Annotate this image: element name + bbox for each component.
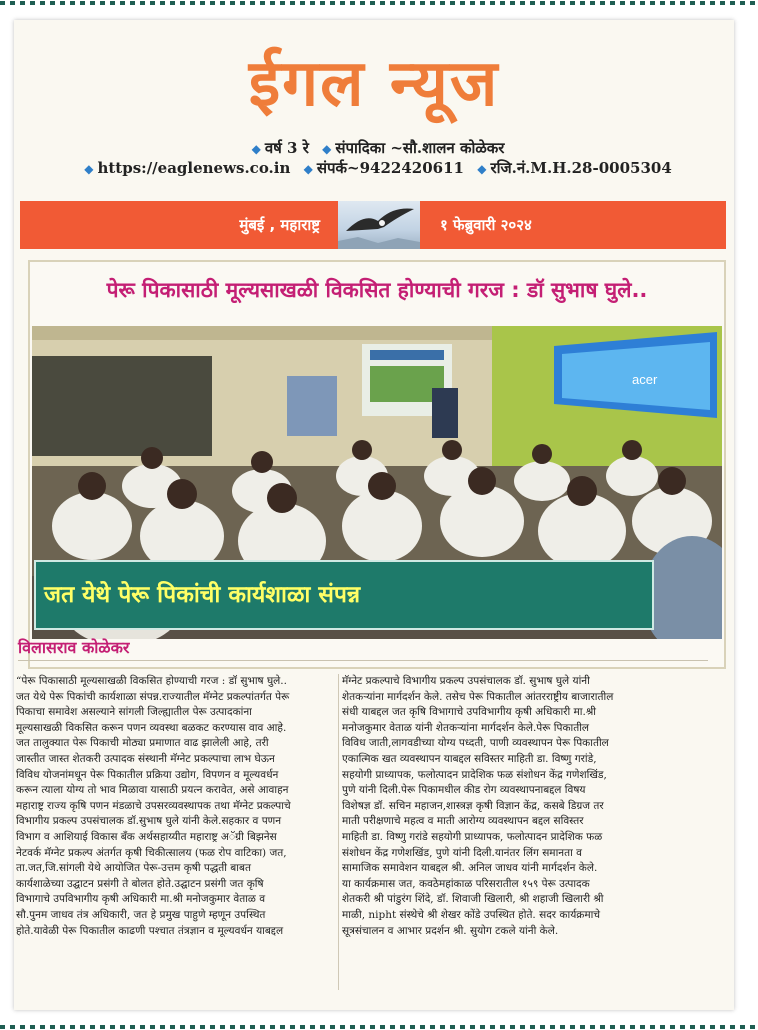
body-text-line: सहयोगी प्राध्यापक, फलोत्पादन प्रादेशिक फळ संशोधन केंद्र गणेशखिंड, [342,768,607,781]
location-date-banner [20,201,726,249]
website-link[interactable]: https://eaglenews.co.in [97,159,291,177]
body-text-line: शेतकऱ्यांना मार्गदर्शन केले. तसेच पेरू पिकातील आंतरराष्ट्रीय बाजारातील [342,690,614,703]
body-text-line: सूत्रसंचालन व आभार प्रदर्शन श्री. सुयोग टकले यांनी केले. [342,924,559,937]
body-text-line: कार्यशाळेच्या उद्घाटन प्रसंगी ते बोलत होते.उद्घाटन प्रसंगी जत कृषि [16,877,264,890]
body-text-line: “पेरू पिकासाठी मूल्यसाखळी विकसित होण्याची गरज : डॉ सुभाष घुले.. [16,675,287,687]
body-text-line: माळी, nipht संस्थेचे श्री शेखर कोंडे उपस्थित होते. सदर कार्यक्रमाचे [342,908,601,921]
bullet-icon: ◆ [251,142,261,156]
article-byline: विलासराव कोळेकर [18,638,130,657]
byline-divider [18,660,708,661]
column-divider [338,674,339,990]
date-text: १ फेब्रुवारी २०२४ [440,216,532,234]
top-dashed-border [0,1,758,5]
body-text-line: जास्तीत जास्त शेतकरी उत्पादक संस्थानी मॅग्नेट प्रकल्पाचा लाभ घेऊन [16,752,275,765]
body-text-line: विभागाचे उपविभागीय कृषी अधिकारी मा.श्री मनोजकुमार वेताळ व [16,893,266,906]
body-text-line: जत तालुक्यात पेरू पिकाची मोठ्या प्रमाणात वाढ झालेली आहे, तरी [16,737,269,750]
body-text-line: शेतकरी श्री पांडुरंग शिंदे, डॉ. शिवाजी खिलारी, श्री शहाजी खिलारी श्री [342,893,604,906]
body-text-line: होते.यावेळी पेरू पिकातील काढणी पश्चात तंत्रज्ञान व मूल्यवर्धन याबद्दल [16,924,284,937]
article-body-left-column [16,674,334,939]
location-text: मुंबई , महाराष्ट्र [239,216,320,234]
bottom-dashed-border [0,1025,758,1029]
body-text-line: जत येथे पेरू पिकांची कार्यशाळा संपन्न.राज्यातील मॅग्नेट प्रकल्पांतर्गत पेरू [16,690,290,703]
article-headline: पेरू पिकासाठी मूल्यसाखळी विकसित होण्याची गरज : डॉ सुभाष घुले.. [106,278,648,302]
contact-text: संपर्क~9422420611 [316,159,464,177]
bullet-icon: ◆ [477,162,487,176]
info-line-1 [14,138,734,158]
event-photo [32,326,722,639]
eagle-icon [338,201,420,249]
body-text-line: सौ.पुनम जाधव तंत्र अधिकारी, जत हे प्रमुख पाहुणे म्हणून उपस्थित [16,908,266,921]
bullet-icon: ◆ [84,162,94,176]
bullet-icon: ◆ [303,162,313,176]
body-text-line: विभाग व आशियाई विकास बँक अर्थसहाय्यीत महाराष्ट्र अॅग्री बिझनेस [16,830,277,843]
article-box [28,260,726,669]
body-text-line: संशोधन केंद्र गणेशखिंड, पुणे यांनी दिली.यानंतर लिंग समानता व [342,846,583,859]
body-text-line: माती परीक्षणाचे महत्व व माती आरोग्य व्यवस्थापन बद्दल सविस्तर [342,815,584,828]
editor-text: संपादिका ~सौ.शालन कोळेकर [335,139,505,157]
body-text-line: ता.जत,जि.सांगली येथे आयोजित पेरू-उत्तम कृषी पद्धती बाबत [16,862,251,875]
body-text-line: एकात्मिक खत व्यवस्थापन याबद्दल सविस्तर माहिती डा. विष्णु गरांडे, [342,752,597,765]
body-text-line: विशेषज्ञ डॉ. सचिन महाजन,शास्त्रज्ञ कृषी विज्ञान केंद्र, कसबे डिग्रज तर [342,799,604,812]
body-text-line: सामाजिक समावेशन याबद्दल श्री. अनिल जाधव यांनी मार्गदर्शन केले. [342,862,598,875]
body-text-line: माहिती डा. विष्णु गरांडे सहयोगी प्राध्यापक, फलोत्पादन प्रादेशिक फळ [342,830,603,843]
eagle-image [338,201,420,249]
body-text-line: या कार्यक्रमास जत, कवठेमहांकाळ परिसरातील १५९ पेरू उत्पादक [342,877,590,890]
projector-logo: acer [632,372,658,387]
body-text-line: विविध जाती,लागवडीच्या योग्य पध्दती, पाणी व्यवस्थापन पेरू पिकातील [342,737,609,750]
body-text-line: विविध योजनांमधून पेरू पिकातील प्रक्रिया उद्योग, विपणन व मूल्यवर्धन [16,768,279,781]
body-text-line: महाराष्ट्र राज्य कृषि पणन मंडळाचे उपसरव्यवस्थापक तथा मॅग्नेट प्रकल्पाचे [16,799,291,812]
year-text: वर्ष 3 रे [264,139,309,157]
body-text-line: मॅग्नेट प्रकल्पाचे विभागीय प्रकल्प उपसंचालक डॉ. सुभाष घुले यांनी [342,675,590,687]
info-line-2 [14,158,734,178]
body-text-line: विभागीय प्रकल्प उपसंचालक डॉ.सुभाष घुले यांनी केले.सहकार व पणन [16,815,282,828]
body-text-line: मनोजकुमार वेताळ यांनी शेतकऱ्यांना मार्गदर्शन केले.पेरू पिकातील [342,721,590,734]
body-text-line: संधी याबद्दल जत कृषि विभागाचे उपविभागीय कृषी अधिकारी मा.श्री [342,706,597,719]
body-text-line: नेटवर्क मॅग्नेट प्रकल्प अंतर्गत कृषी चिकीत्सालय (फळ रोप वाटिका) जत, [16,846,287,859]
body-text-line: करून त्याला योग्य तो भाव मिळावा यासाठी प्रयत्न करावेत, असे आवाहन [16,784,289,797]
photo-caption: जत येथे पेरू पिकांची कार्यशाळा संपन्न [34,560,654,630]
bullet-icon: ◆ [322,142,332,156]
body-text-line: पिकाचा समावेश असल्याने सांगली जिल्ह्यातील पेरू उत्पादकांना [16,706,252,719]
article-body-right-column [342,674,706,939]
registration-text: रजि.नं.M.H.28-0005304 [490,159,672,177]
body-text-line: मूल्यसाखळी विकसित करून पणन व्यवस्था बळकट करण्यास वाव आहे. [16,721,287,734]
masthead-title: ईगल न्यूज [248,47,500,121]
body-text-line: पुणे यांनी दिली.पेरू पिकामधील कीड रोग व्यवस्थापनाबद्दल विषय [342,784,586,797]
